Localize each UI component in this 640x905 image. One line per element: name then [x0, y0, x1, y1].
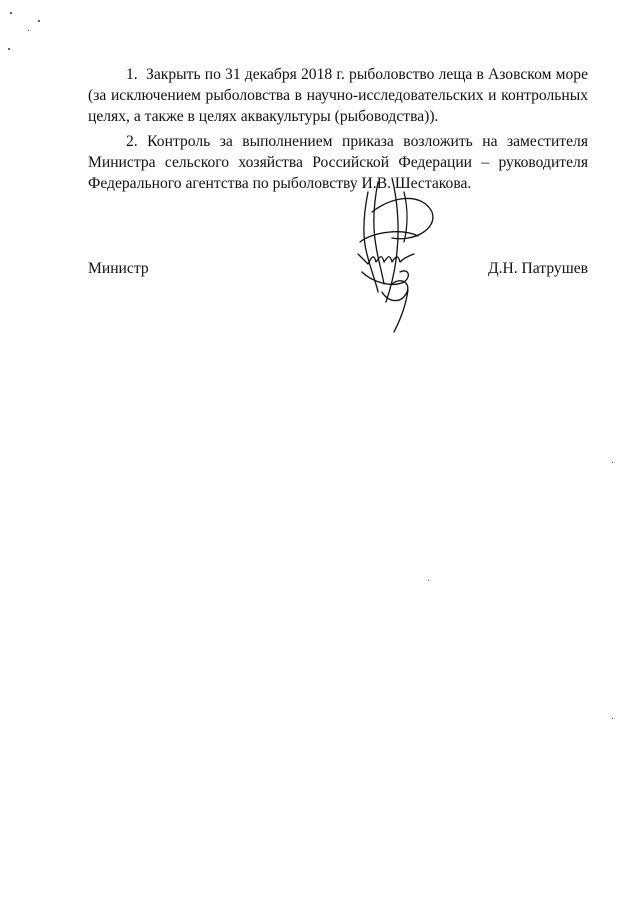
paragraph-2-text: Контроль за выполнением приказа возложить на заместителя Министра сельского хозяйства Российской Федерации – руководителя Федерального агентства по рыболовству И.В. Шестакова. — [88, 133, 588, 192]
scan-speck — [28, 30, 29, 31]
signer-name: Д.Н. Патрушев — [487, 260, 588, 277]
handwritten-signature — [342, 172, 442, 342]
scan-speck — [38, 20, 40, 22]
scan-speck — [428, 580, 429, 581]
paragraph-1-text: Закрыть по 31 декабря 2018 г. рыболовство леща в Азовском море (за исключением рыболовства в научно-исследовательских и контрольных целях, а также в целях аквакультуры (рыбоводства)). — [88, 66, 589, 125]
paragraph-1 — [88, 64, 588, 127]
scan-speck — [8, 48, 10, 50]
order-text — [88, 64, 588, 198]
scan-speck — [10, 12, 12, 14]
scan-speck — [612, 718, 613, 719]
paragraph-1-number: 1. — [126, 66, 138, 83]
paragraph-2 — [88, 131, 588, 194]
signer-role: Министр — [88, 260, 149, 277]
scan-speck — [612, 462, 613, 463]
paragraph-2-number: 2. — [126, 133, 138, 150]
